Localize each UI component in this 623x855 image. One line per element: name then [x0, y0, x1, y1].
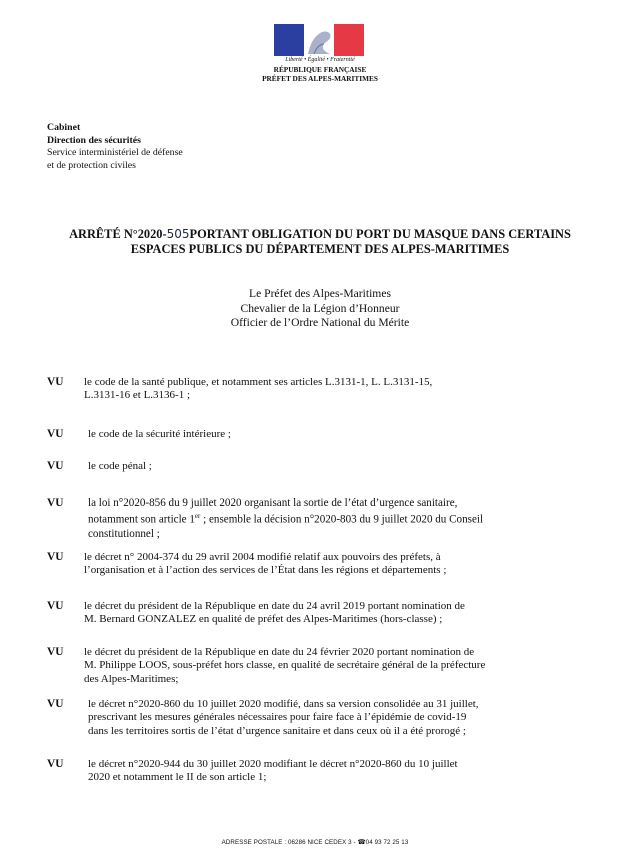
motto: Liberté • Égalité • Fraternité	[285, 57, 355, 63]
vu-text	[84, 376, 554, 403]
vu-line	[88, 510, 588, 527]
vu-label: VU	[47, 551, 64, 563]
vu-label: VU	[47, 698, 64, 710]
vu-line: des Alpes-Maritimes;	[84, 672, 179, 685]
vu-line: prescrivant les mesures générales nécessaires pour faire face à l’épidémie de covid-19	[88, 711, 467, 724]
vu-line: L.3131-16 et L.3136-1 ;	[84, 389, 191, 402]
vu-text	[88, 497, 588, 541]
vu-label: VU	[47, 428, 64, 440]
prefect-line1: Le Préfet des Alpes-Maritimes	[249, 287, 391, 300]
vu-line: le décret n°2020-860 du 10 juillet 2020 modifié, dans sa version consolidée au 31 juillet,	[88, 698, 479, 710]
vu-line: le décret du président de la République en date du 24 avril 2019 portant nomination de	[84, 600, 465, 612]
marianne-logo	[274, 24, 364, 56]
vu-superscript: er	[194, 512, 201, 521]
prefect-block	[140, 287, 500, 331]
marianne-flag-icon	[274, 24, 364, 56]
title-line2: ESPACES PUBLICS DU DÉPARTEMENT DES ALPES-MARITIMES	[130, 241, 510, 256]
vu-line: le décret n° 2004-374 du 29 avril 2004 modifié relatif aux pouvoirs des préfets, à	[84, 551, 441, 563]
vu-line: le décret n°2020-944 du 30 juillet 2020 modifiant le décret n°2020-860 du 10 juillet	[88, 758, 458, 770]
title-rest: PORTANT OBLIGATION DU PORT DU MASQUE DANS CERTAINS	[189, 227, 571, 241]
vu-text	[84, 551, 594, 578]
title-prefix: ARRÊTÉ N°2020-	[69, 227, 167, 241]
vu-label: VU	[47, 376, 64, 388]
service-line4: et de protection civiles	[47, 159, 136, 171]
vu-line: la loi n°2020-856 du 9 juillet 2020 organisant la sortie de l’état d’urgence sanitaire,	[88, 497, 458, 509]
vu-label: VU	[47, 497, 64, 509]
vu-text	[84, 646, 604, 686]
vu-line: 2020 et notamment le II de son article 1;	[88, 771, 267, 784]
phone-icon: ☎	[357, 838, 366, 846]
republique-francaise: RÉPUBLIQUE FRANÇAISE	[273, 65, 367, 74]
vu-label: VU	[47, 758, 64, 770]
vu-line: dans les territoires sortis de l’état d’urgence sanitaire et dans ceux où il a été prorogé ;	[88, 724, 466, 737]
vu-text	[88, 428, 558, 441]
vu-line: constitutionnel ;	[88, 527, 160, 540]
vu-label: VU	[47, 600, 64, 612]
vu-segment: notamment son article 1	[88, 514, 195, 527]
vu-line: l’organisation et à l’action des services de l’État dans les régions et départements ;	[84, 564, 447, 577]
vu-line: le code de la santé publique, et notamment ses articles L.3131-1, L. L.3131-15,	[84, 376, 433, 388]
footer-phone: 04 93 72 25 13	[365, 839, 409, 846]
vu-text	[88, 698, 598, 738]
service-direction: Direction des sécurités	[47, 134, 141, 146]
page-title	[40, 227, 600, 256]
title-line1	[40, 227, 600, 242]
vu-text	[88, 460, 558, 473]
service-line3: Service interministériel de défense	[47, 147, 183, 158]
vu-line: le code de la sécurité intérieure ;	[88, 428, 231, 440]
vu-line: le décret du président de la République en date du 24 février 2020 portant nomination de	[84, 646, 475, 658]
vu-line: M. Philippe LOOS, sous-préfet hors classe, en qualité de secrétaire général de la préfecture	[84, 659, 486, 672]
vu-label: VU	[47, 646, 64, 658]
vu-line: M. Bernard GONZALEZ en qualité de préfet des Alpes-Maritimes (hors-classe) ;	[84, 613, 443, 626]
footer-address	[150, 838, 480, 846]
service-block	[47, 122, 307, 172]
vu-label: VU	[47, 460, 64, 472]
vu-text	[84, 600, 594, 627]
vu-line: le code pénal ;	[88, 460, 152, 472]
prefect-line2: Chevalier de la Légion d’Honneur	[240, 301, 400, 315]
title-number: 505	[166, 227, 190, 241]
prefect-line3: Officier de l’Ordre National du Mérite	[230, 316, 410, 329]
footer-address-text: ADRESSE POSTALE : 06286 NICE CEDEX 3 -	[221, 839, 358, 846]
prefet-header: PRÉFET DES ALPES-MARITIMES	[262, 74, 378, 83]
service-cabinet: Cabinet	[47, 122, 81, 133]
vu-text	[88, 758, 598, 785]
vu-segment: ; ensemble la décision n°2020-803 du 9 juillet 2020 du Conseil	[200, 514, 484, 527]
